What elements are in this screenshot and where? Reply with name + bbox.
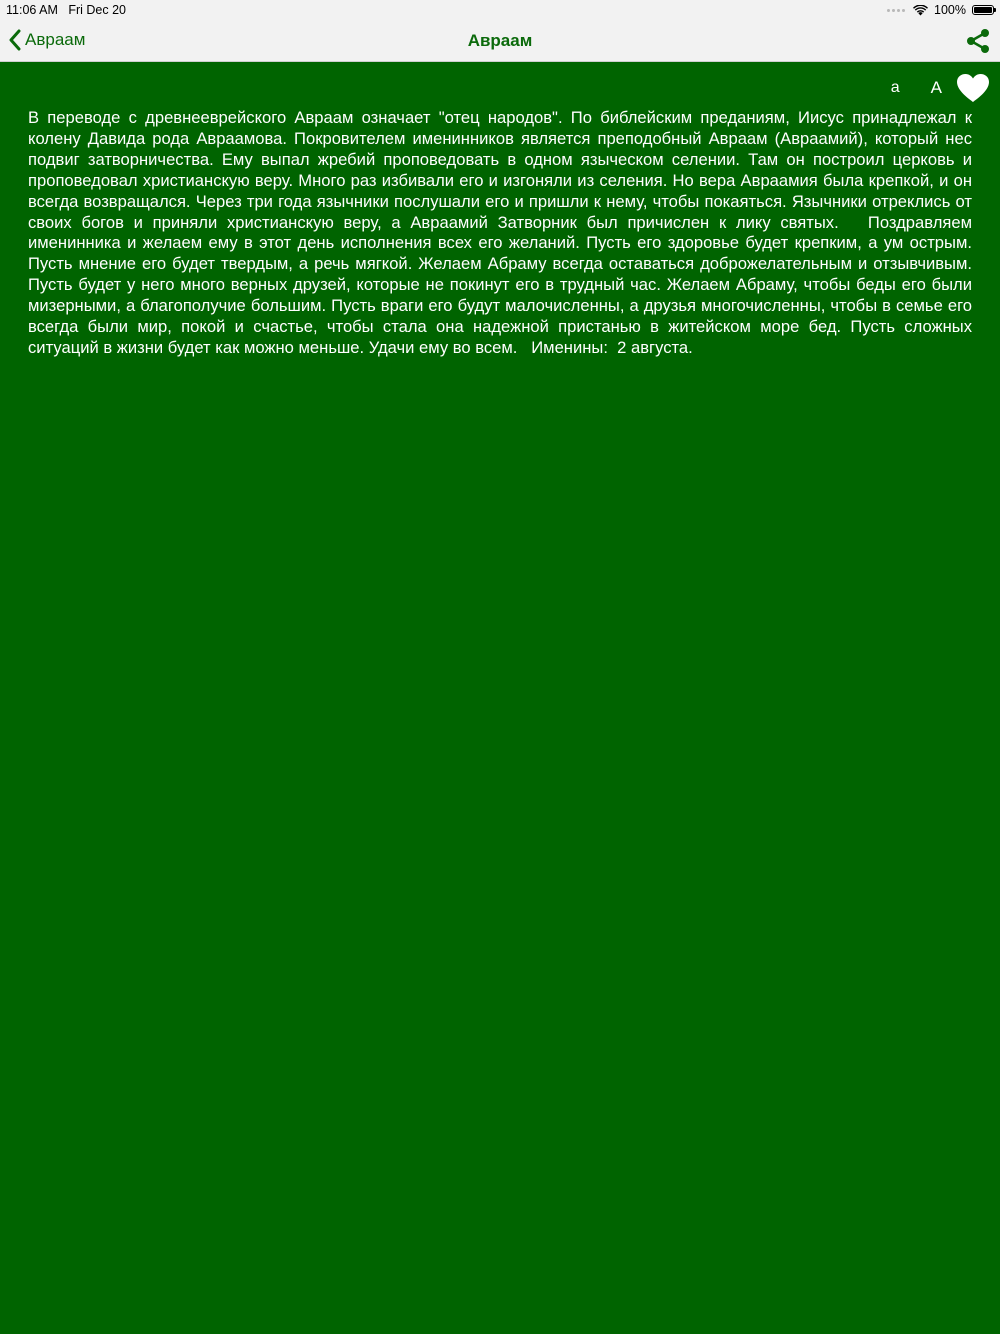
battery-level xyxy=(974,7,992,13)
navigation-bar xyxy=(0,22,1000,62)
increase-font-button[interactable]: A xyxy=(930,78,942,97)
cellular-signal-icon xyxy=(887,9,905,12)
status-time: 11:06 AM xyxy=(6,3,58,17)
back-button-label: Авраам xyxy=(25,30,86,49)
share-button[interactable] xyxy=(966,28,990,59)
battery-percent: 100% xyxy=(934,3,966,17)
battery-icon xyxy=(972,5,994,15)
text-toolbar xyxy=(891,70,990,106)
status-indicators xyxy=(887,3,994,17)
share-icon xyxy=(966,28,990,54)
content-area xyxy=(0,62,1000,1334)
status-time-date xyxy=(6,3,126,17)
heart-icon[interactable] xyxy=(956,73,990,103)
status-date: Fri Dec 20 xyxy=(68,3,126,17)
article-text: В переводе с древнееврейского Авраам означает "отец народов". По библейским преданиям, Иисус принадлежал к колену Давида рода Авраамова. Покровителем именинников является преподобный Авраам (Авраамий), который нес подвиг затворничества. Ему выпал жребий проповедовать в одном языческом селении. Там он построил церковь и проповедовал христианскую веру. Много раз избивали его и изгоняли из селения. Но вера Авраамия была крепкой, и он всегда возвращался. Через три года язычники послушали его и пришли к нему, чтобы покаяться. Язычники отреклись от своих богов и приняли христианскую веру, а Авраамий Затворник был причислен к лику святых. Поздравляем именинника и желаем ему в этот день исполнения всех его желаний. Пусть его здоровье будет крепким, а ум острым. Пусть мнение его будет твердым, а речь мягкой. Желаем Абраму всегда оставаться доброжелательным и отзывчивым. Пусть будет у него много верных друзей, которые не покинут его в трудный час. Желаем Абраму, чтобы беды его были мизерными, а благополучие большим. Пусть враги его будут малочисленны, а друзья многочисленны, чтобы в семье его всегда были мир, покой и счастье, чтобы стала она надежной пристанью в житейском море бед. Пусть сложных ситуаций в жизни будет как можно меньше. Удачи ему во всем. Именины: 2 августа. xyxy=(28,108,977,357)
wifi-icon xyxy=(913,5,928,16)
decrease-font-button[interactable]: a xyxy=(890,79,900,96)
page-title: Авраам xyxy=(467,31,533,50)
status-bar xyxy=(0,0,1000,22)
